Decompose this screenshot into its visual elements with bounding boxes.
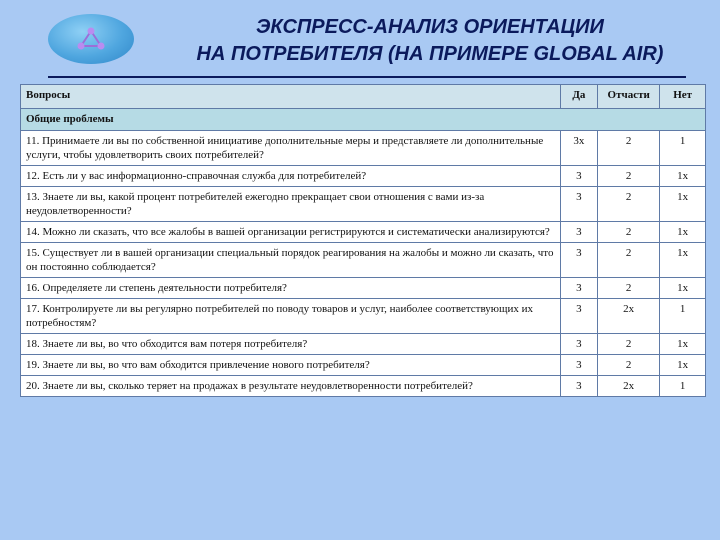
yes-cell: 3 [560, 355, 597, 376]
partly-cell: 2 [598, 166, 660, 187]
question-cell: 16. Определяете ли степень деятельности потребителя? [21, 278, 561, 299]
partly-cell: 2 [598, 131, 660, 166]
partly-cell: 2 [598, 243, 660, 278]
partly-cell: 2 [598, 355, 660, 376]
column-header-partly: Отчасти [598, 85, 660, 109]
question-cell: 14. Можно ли сказать, что все жалобы в вашей организации регистрируются и систематически анализируются? [21, 222, 561, 243]
yes-cell: 3 [560, 299, 597, 334]
yes-cell: 3 [560, 187, 597, 222]
no-cell: 1 [660, 299, 706, 334]
question-cell: 12. Есть ли у вас информационно-справочная служба для потребителей? [21, 166, 561, 187]
question-cell: 19. Знаете ли вы, во что вам обходится привлечение нового потребителя? [21, 355, 561, 376]
title-line-1: ЭКСПРЕСС-АНАЛИЗ ОРИЕНТАЦИИ [256, 16, 604, 38]
yes-cell: 3 [560, 243, 597, 278]
survey-table [20, 84, 706, 397]
no-cell: 1x [660, 243, 706, 278]
logo [48, 14, 134, 64]
partly-cell: 2 [598, 187, 660, 222]
column-header-yes: Да [560, 85, 597, 109]
no-cell: 1x [660, 334, 706, 355]
partly-cell: 2x [598, 376, 660, 397]
yes-cell: 3 [560, 222, 597, 243]
yes-cell: 3 [560, 278, 597, 299]
partly-cell: 2x [598, 299, 660, 334]
yes-cell: 3 [560, 376, 597, 397]
title-divider [48, 76, 686, 78]
page-title [150, 14, 710, 68]
no-cell: 1 [660, 376, 706, 397]
table-row [21, 166, 706, 187]
no-cell: 1x [660, 166, 706, 187]
table-row [21, 278, 706, 299]
no-cell: 1x [660, 222, 706, 243]
no-cell: 1 [660, 131, 706, 166]
column-header-no: Нет [660, 85, 706, 109]
question-cell: 13. Знаете ли вы, какой процент потребителей ежегодно прекращает свои отношения с вами из-за неудовлетворенности? [21, 187, 561, 222]
yes-cell: 3 [560, 166, 597, 187]
question-cell: 17. Контролируете ли вы регулярно потребителей по поводу товаров и услуг, наиболее соответствующих их потребностям? [21, 299, 561, 334]
partly-cell: 2 [598, 222, 660, 243]
table-row [21, 334, 706, 355]
column-header-questions: Вопросы [21, 85, 561, 109]
table-row [21, 243, 706, 278]
no-cell: 1x [660, 355, 706, 376]
section-row [21, 109, 706, 131]
table-row [21, 355, 706, 376]
table-header-row [21, 85, 706, 109]
question-cell: 18. Знаете ли вы, во что обходится вам потеря потребителя? [21, 334, 561, 355]
table-row [21, 222, 706, 243]
question-cell: 20. Знаете ли вы, сколько теряет на продажах в результате неудовлетворенности потребителей? [21, 376, 561, 397]
question-cell: 11. Принимаете ли вы по собственной инициативе дополнительные меры и представляете ли дополнительные услуги, чтобы удовлетворить своих потребителей? [21, 131, 561, 166]
no-cell: 1x [660, 187, 706, 222]
no-cell: 1x [660, 278, 706, 299]
title-line-2: НА ПОТРЕБИТЕЛЯ (НА ПРИМЕРЕ GLOBAL AIR) [196, 43, 664, 65]
table-row [21, 131, 706, 166]
table-row [21, 187, 706, 222]
table-row [21, 376, 706, 397]
section-title: Общие проблемы [21, 109, 706, 131]
partly-cell: 2 [598, 278, 660, 299]
question-cell: 15. Существует ли в вашей организации специальный порядок реагирования на жалобы и можно ли сказать, что он постоянно соблюдается? [21, 243, 561, 278]
partly-cell: 2 [598, 334, 660, 355]
yes-cell: 3x [560, 131, 597, 166]
triangle-network-icon [48, 14, 134, 64]
table-row [21, 299, 706, 334]
yes-cell: 3 [560, 334, 597, 355]
